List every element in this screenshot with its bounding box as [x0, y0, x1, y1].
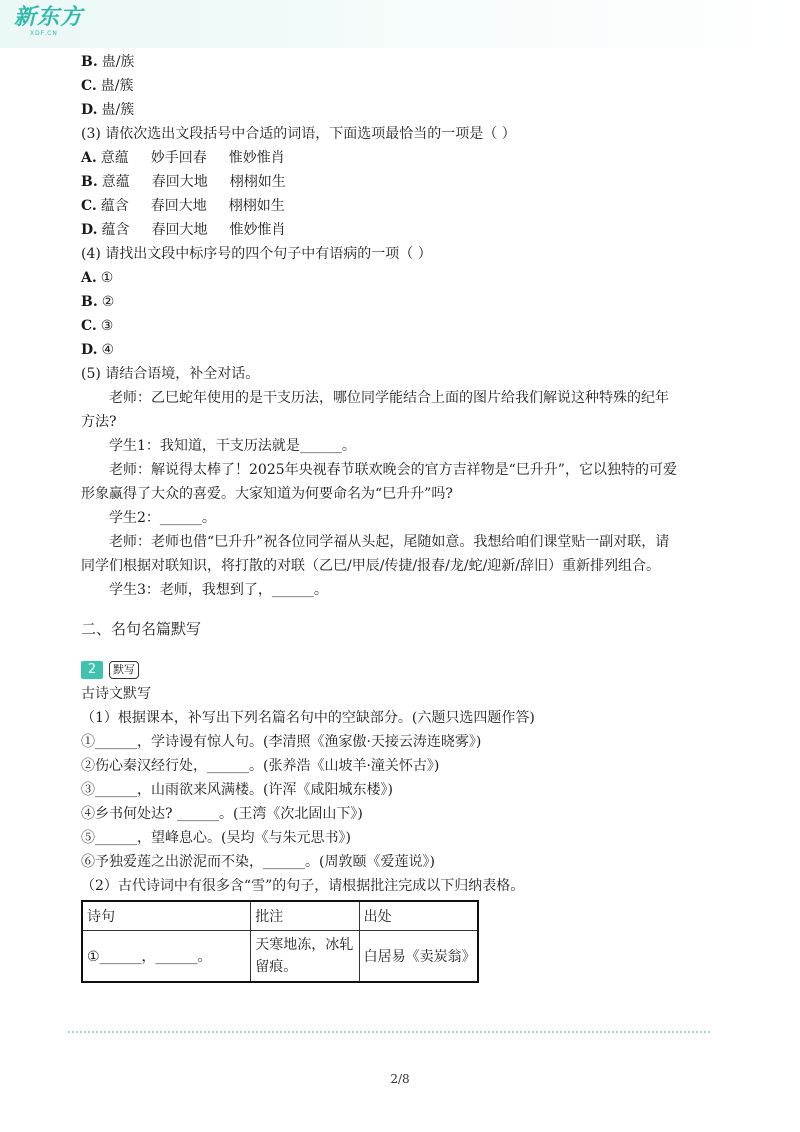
- option-b-q2: B. 蛊/族: [81, 54, 135, 70]
- option-c-q2: C. 蛊/簇: [81, 78, 134, 94]
- q4-option-b: B. ②: [81, 294, 115, 310]
- logo-text: 新东方: [14, 5, 84, 30]
- q5-stem: (5) 请结合语境，补全对话。: [81, 366, 260, 382]
- table-cell-poem-blank[interactable]: ①______，______。: [82, 931, 251, 983]
- page-number: 2/8: [390, 1072, 410, 1086]
- table-header-cell: 诗句: [82, 901, 251, 931]
- q3-option-d: D. 蕴含 春回大地 惟妙惟肖: [81, 222, 286, 238]
- table-header-cell: 出处: [359, 901, 478, 931]
- dialog-teacher-3a: 老师：老师也借“巳升升”祝各位同学福从头起，尾随如意。我想给咱们课堂贴一副对联，请: [109, 534, 670, 550]
- q4-option-c: C. ③: [81, 318, 114, 334]
- dictation-item-4: ④乡书何处达? ______。(王湾《次北固山下》): [81, 806, 363, 822]
- question-header: [81, 658, 681, 682]
- logo-subtext: XDF.CN: [30, 30, 58, 37]
- table-cell-annotation: 天寒地冻，冰轧留痕。: [251, 931, 359, 983]
- q4-option-d: D. ④: [81, 342, 115, 358]
- question-type-tag: 默写: [109, 661, 139, 679]
- dialog-student-3: 学生3：老师，我想到了，______。: [109, 582, 328, 598]
- table-header-row: [82, 901, 478, 931]
- dictation-item-2: ②伤心秦汉经行处，______。(张养浩《山坡羊·潼关怀古》): [81, 758, 440, 774]
- option-d-q2: D. 蛊/簇: [81, 102, 135, 118]
- dictation-item-1: ①______，学诗谩有惊人句。(李清照《渔家傲·天接云涛连晓雾》): [81, 734, 482, 750]
- table-header-cell: 批注: [251, 901, 359, 931]
- dialog-teacher-3b: 同学们根据对联知识，将打散的对联（乙巳/甲辰/传捷/报春/龙/蛇/迎新/辞旧）重新排列组合。: [81, 558, 661, 574]
- q4-stem: (4) 请找出文段中标序号的四个句子中有语病的一项（ ）: [81, 246, 432, 262]
- dialog-teacher-1a: 老师：乙巳蛇年使用的是干支历法，哪位同学能结合上面的图片给我们解说这种特殊的纪年: [109, 390, 669, 406]
- dialog-student-1: 学生1：我知道，干支历法就是______。: [109, 438, 356, 454]
- q3-option-a: A. 意蕴 妙手回春 惟妙惟肖: [81, 150, 285, 166]
- dictation-item-3: ③______，山雨欲来风满楼。(许浑《咸阳城东楼》): [81, 782, 393, 798]
- brand-logo: [14, 6, 84, 42]
- q3-stem: (3) 请依次选出文段括号中合适的词语，下面选项最恰当的一项是（ ）: [81, 126, 516, 142]
- dialog-student-2: 学生2：______。: [109, 510, 216, 526]
- part1-instruction: （1）根据课本，补写出下列名篇名句中的空缺部分。(六题只选四题作答): [81, 710, 535, 726]
- dialog-teacher-1b: 方法?: [81, 414, 117, 430]
- q4-option-a: A. ①: [81, 270, 114, 286]
- q3-option-b: B. 意蕴 春回大地 栩栩如生: [81, 174, 286, 190]
- question-number-badge: 2: [81, 661, 103, 679]
- table-cell-source: 白居易《卖炭翁》: [359, 931, 478, 983]
- header-band: [0, 0, 800, 48]
- dictation-item-5: ⑤______，望峰息心。(吴均《与朱元思书》): [81, 830, 351, 846]
- part2-instruction: （2）古代诗词中有很多含“雪”的句子，请根据批注完成以下归纳表格。: [81, 878, 525, 894]
- footer-divider: [68, 1031, 710, 1033]
- table-row: [82, 931, 478, 983]
- dialog-teacher-2a: 老师：解说得太棒了！2025年央视春节联欢晚会的官方吉祥物是“巳升升”，它以独特的可爱: [109, 462, 677, 478]
- dialog-teacher-2b: 形象赢得了大众的喜爱。大家知道为何要命名为“巳升升”吗?: [81, 486, 453, 502]
- summary-table: [81, 900, 479, 983]
- q3-option-c: C. 蕴含 春回大地 栩栩如生: [81, 198, 285, 214]
- section-title: 二、名句名篇默写: [81, 620, 202, 638]
- dictation-item-6: ⑥予独爱莲之出淤泥而不染，______。(周敦颐《爱莲说》): [81, 854, 435, 870]
- question-title: 古诗文默写: [81, 686, 151, 702]
- page-content: [81, 50, 681, 983]
